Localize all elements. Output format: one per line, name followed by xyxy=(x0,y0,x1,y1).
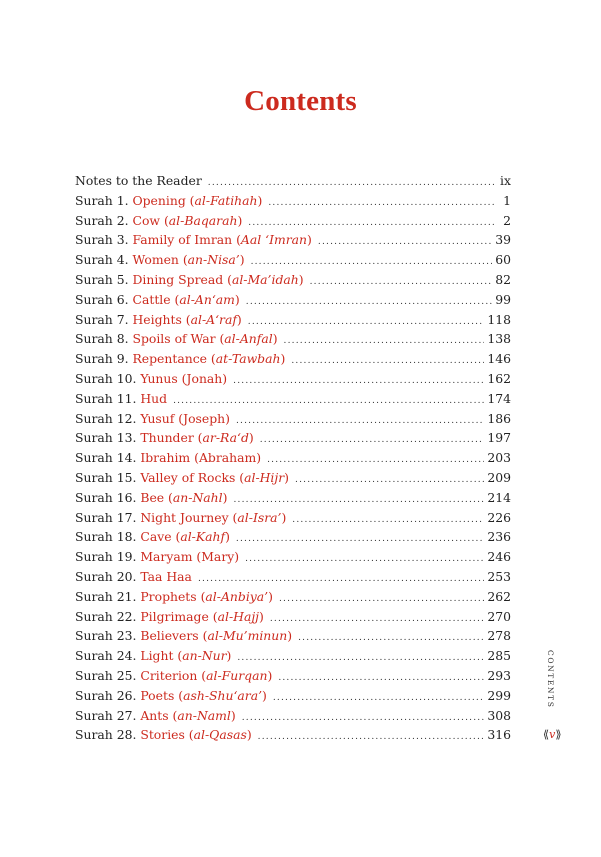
toc-entry[interactable] xyxy=(75,527,511,547)
toc-entry[interactable] xyxy=(75,290,511,310)
toc-entry-page-number: 186 xyxy=(487,410,511,426)
toc-entry-name: Heights ( xyxy=(132,311,191,327)
toc-entry-prefix: Surah 21. xyxy=(75,588,141,604)
toc-entry-name: Poets ( xyxy=(140,687,184,703)
toc-entry-close-paren: ) xyxy=(259,608,264,624)
toc-entry-page-number: 203 xyxy=(487,450,511,466)
toc-entry-close-paren: ) xyxy=(307,232,312,248)
toc-entry-prefix: Surah 13. xyxy=(75,430,141,446)
toc-entry-transliteration: Aal ‘Imran xyxy=(240,232,308,248)
toc-entry-transliteration: at-Tawbah xyxy=(215,351,281,367)
toc-entry[interactable] xyxy=(75,211,511,231)
toc-entry-prefix: Surah 2. xyxy=(75,212,133,228)
toc-entry-transliteration: al-Fatihah xyxy=(194,192,258,208)
toc-entry-close-paren: ) xyxy=(284,469,290,485)
toc-entry-close-paren: ) xyxy=(222,489,228,505)
toc-entry-transliteration: ash-Shu‘ara’ xyxy=(183,687,263,703)
toc-entry-name: Pilgrimage ( xyxy=(140,608,218,624)
toc-entry-prefix: Surah 27. xyxy=(75,707,141,723)
toc-entry[interactable] xyxy=(75,428,511,448)
toc-entry[interactable] xyxy=(75,607,511,627)
dot-leader xyxy=(298,629,484,649)
dot-leader xyxy=(295,471,484,491)
toc-entry-page-number: 209 xyxy=(487,469,511,485)
toc-entry-label xyxy=(75,567,192,587)
toc-entry-close-paren: ) xyxy=(280,351,286,367)
dot-leader xyxy=(292,511,484,531)
toc-entry-transliteration: al-Mu’minun xyxy=(207,628,288,644)
toc-entry-prefix: Surah 17. xyxy=(75,509,141,525)
toc-entry-page-number: 39 xyxy=(495,232,511,248)
toc-entry-prefix: Surah 20. xyxy=(75,568,141,584)
dot-leader xyxy=(267,451,484,471)
toc-entry-label xyxy=(75,409,230,429)
toc-entry-close-paren: ) xyxy=(272,331,278,347)
toc-entry-label xyxy=(75,369,227,389)
toc-entry[interactable] xyxy=(75,508,511,528)
toc-entry-prefix: Surah 4. xyxy=(75,252,133,268)
toc-entry[interactable] xyxy=(75,567,511,587)
toc-entry-transliteration: an-Nisa’ xyxy=(187,252,240,268)
toc-entry[interactable] xyxy=(75,666,511,686)
toc-entry-close-paren: ) xyxy=(267,667,273,683)
toc-entry-prefix: Surah 8. xyxy=(75,331,133,347)
toc-entry-label xyxy=(75,448,261,468)
toc-entry-page-number: 236 xyxy=(487,529,511,545)
toc-entry-page-number: 226 xyxy=(487,509,511,525)
toc-entry[interactable] xyxy=(75,587,511,607)
toc-entry-transliteration: al-An‘am xyxy=(179,291,235,307)
dot-leader xyxy=(318,233,492,253)
toc-entry-name: Taa Haa xyxy=(140,568,192,584)
toc-entry[interactable] xyxy=(75,369,511,389)
toc-entry-transliteration: al-Anbiya’ xyxy=(205,588,269,604)
toc-entry-label xyxy=(75,191,262,211)
toc-entry-prefix: Surah 16. xyxy=(75,489,141,505)
dot-leader xyxy=(260,431,485,451)
toc-entry-transliteration: al-Hijr xyxy=(244,469,285,485)
toc-entry-prefix: Surah 12. xyxy=(75,410,141,426)
toc-entry-prefix: Surah 3. xyxy=(75,232,133,248)
toc-entry-label xyxy=(75,329,278,349)
toc-entry[interactable] xyxy=(75,686,511,706)
toc-entry-page-number: 99 xyxy=(495,291,511,307)
toc-entry-label xyxy=(75,270,304,290)
toc-entry-label xyxy=(75,211,242,231)
toc-entry-page-number: 253 xyxy=(487,568,511,584)
toc-entry[interactable] xyxy=(75,230,511,250)
toc-entry-name: Maryam (Mary) xyxy=(140,549,240,565)
dot-leader xyxy=(245,550,484,570)
toc-entry-name: Family of Imran ( xyxy=(132,232,241,248)
table-of-contents xyxy=(75,171,511,745)
toc-entry-close-paren: ) xyxy=(298,271,304,287)
dot-leader xyxy=(236,530,484,550)
toc-entry-prefix: Surah 10. xyxy=(75,370,141,386)
toc-entry-transliteration: al-A‘raf xyxy=(190,311,237,327)
toc-entry-name: Night Journey ( xyxy=(140,509,238,525)
toc-entry-page-number: 214 xyxy=(487,489,511,505)
running-head: CONTENTS xyxy=(546,650,555,709)
toc-entry-page-number: 262 xyxy=(487,588,511,604)
toc-entry-close-paren: ) xyxy=(262,687,267,703)
dot-leader xyxy=(237,649,484,669)
toc-entry-name: Believers ( xyxy=(140,628,208,644)
toc-entry-transliteration: al-Isra’ xyxy=(237,509,282,525)
toc-entry-prefix: Surah 6. xyxy=(75,291,133,307)
toc-entry-page-number: 197 xyxy=(487,430,511,446)
toc-entry-name: Stories ( xyxy=(140,727,194,743)
toc-entry-transliteration: al-Ma’idah xyxy=(231,271,299,287)
toc-entry-prefix: Notes to the Reader xyxy=(75,173,202,188)
toc-entry[interactable] xyxy=(75,191,511,211)
toc-entry-close-paren: ) xyxy=(226,648,232,664)
toc-entry-label xyxy=(75,527,230,547)
toc-entry-prefix: Surah 24. xyxy=(75,648,141,664)
toc-entry-page-number: 293 xyxy=(487,667,511,683)
dot-leader xyxy=(268,194,496,214)
toc-entry-close-paren: ) xyxy=(236,311,242,327)
toc-entry[interactable] xyxy=(75,171,511,191)
toc-entry-label xyxy=(75,349,285,369)
toc-entry-page-number: 174 xyxy=(487,390,511,406)
toc-entry-close-paren: ) xyxy=(239,252,245,268)
toc-entry-close-paren: ) xyxy=(281,509,287,525)
toc-entry-name: Cave ( xyxy=(140,529,181,545)
toc-entry-page-number: 270 xyxy=(487,608,511,624)
toc-entry-page-number: 308 xyxy=(487,707,511,723)
page-title: Contents xyxy=(244,85,357,118)
toc-entry-page-number: 162 xyxy=(487,370,511,386)
toc-entry[interactable] xyxy=(75,488,511,508)
toc-entry[interactable] xyxy=(75,270,511,290)
toc-entry[interactable] xyxy=(75,706,511,726)
toc-entry[interactable] xyxy=(75,389,511,409)
toc-entry-label xyxy=(75,587,273,607)
toc-entry-page-number: 60 xyxy=(495,252,511,268)
toc-entry-prefix: Surah 15. xyxy=(75,469,141,485)
page-number xyxy=(543,728,561,741)
toc-entry-close-paren: ) xyxy=(234,291,240,307)
toc-entry-prefix: Surah 1. xyxy=(75,192,133,208)
toc-entry-label xyxy=(75,488,227,508)
toc-entry[interactable] xyxy=(75,310,511,330)
toc-entry-name: Dining Spread ( xyxy=(132,271,232,287)
dot-leader xyxy=(258,728,485,748)
dot-leader xyxy=(278,669,484,689)
toc-entry-label xyxy=(75,686,267,706)
toc-entry-name: Spoils of War ( xyxy=(132,331,225,347)
dot-leader xyxy=(291,352,484,372)
toc-entry-prefix: Surah 5. xyxy=(75,271,133,287)
toc-entry-page-number: 2 xyxy=(503,212,511,228)
toc-entry-close-paren: ) xyxy=(268,588,273,604)
toc-entry-name: Hud xyxy=(140,390,168,406)
toc-entry-label xyxy=(75,646,231,666)
toc-entry-name: Yunus (Jonah) xyxy=(140,370,228,386)
toc-entry-label xyxy=(75,468,289,488)
toc-entry-transliteration: al-Baqarah xyxy=(168,212,238,228)
toc-entry-prefix: Surah 28. xyxy=(75,727,141,743)
dot-leader xyxy=(248,313,485,333)
toc-entry-name: Women ( xyxy=(132,252,188,268)
toc-entry-page-number: 316 xyxy=(487,727,511,743)
toc-entry-page-number: 1 xyxy=(503,192,511,208)
toc-entry[interactable] xyxy=(75,725,511,745)
folio-open: ⟪ xyxy=(543,728,550,741)
toc-entry-label xyxy=(75,230,312,250)
toc-entry-label xyxy=(75,428,254,448)
dot-leader xyxy=(246,293,492,313)
toc-entry-label xyxy=(75,389,167,409)
toc-entry-label xyxy=(75,626,292,646)
toc-entry-page-number: 82 xyxy=(495,271,511,287)
toc-entry-name: Yusuf (Joseph) xyxy=(140,410,230,426)
toc-entry-name: Ants ( xyxy=(140,707,178,723)
toc-entry-prefix: Surah 19. xyxy=(75,549,141,565)
toc-entry-prefix: Surah 22. xyxy=(75,608,141,624)
toc-entry-name: Opening ( xyxy=(132,192,195,208)
toc-entry-transliteration: al-Furqan xyxy=(206,667,268,683)
toc-entry[interactable] xyxy=(75,329,511,349)
toc-entry[interactable] xyxy=(75,646,511,666)
toc-entry-transliteration: an-Naml xyxy=(177,707,231,723)
toc-entry-transliteration: an-Nahl xyxy=(172,489,223,505)
toc-entry-label xyxy=(75,250,245,270)
toc-entry-page-number: 285 xyxy=(487,648,511,664)
toc-entry-prefix: Surah 18. xyxy=(75,529,141,545)
dot-leader xyxy=(273,689,484,709)
folio-close: ⟫ xyxy=(555,728,562,741)
toc-entry-close-paren: ) xyxy=(248,430,254,446)
toc-entry-transliteration: al-Hajj xyxy=(217,608,260,624)
toc-entry-prefix: Surah 26. xyxy=(75,687,141,703)
toc-entry-name: Bee ( xyxy=(140,489,173,505)
toc-entry-page-number: 299 xyxy=(487,687,511,703)
toc-entry-close-paren: ) xyxy=(246,727,252,743)
dot-leader xyxy=(233,372,484,392)
toc-entry-page-number: 278 xyxy=(487,628,511,644)
toc-entry-prefix: Surah 14. xyxy=(75,450,141,466)
toc-entry-close-paren: ) xyxy=(225,529,230,545)
toc-entry-transliteration: al-Qasas xyxy=(193,727,247,743)
toc-entry-name: Thunder ( xyxy=(140,430,203,446)
toc-entry-close-paren: ) xyxy=(237,212,243,228)
toc-entry[interactable] xyxy=(75,547,511,567)
toc-entry-page-number: 146 xyxy=(487,351,511,367)
toc-entry-transliteration: an-Nur xyxy=(182,648,227,664)
toc-entry-label xyxy=(75,290,240,310)
toc-entry-prefix: Surah 9. xyxy=(75,351,133,367)
dot-leader xyxy=(270,610,484,630)
toc-entry-name: Cow ( xyxy=(132,212,169,228)
toc-entry-prefix: Surah 7. xyxy=(75,311,133,327)
toc-entry-label xyxy=(75,310,242,330)
toc-entry-label xyxy=(75,725,252,745)
toc-entry-label xyxy=(75,666,272,686)
toc-entry-page-number: ix xyxy=(500,173,511,188)
toc-entry-name: Repentance ( xyxy=(132,351,216,367)
toc-entry[interactable] xyxy=(75,250,511,270)
folio-number: v xyxy=(549,728,556,741)
toc-entry-close-paren: ) xyxy=(230,707,236,723)
toc-entry-page-number: 246 xyxy=(487,549,511,565)
toc-entry-name: Prophets ( xyxy=(140,588,206,604)
toc-entry-close-paren: ) xyxy=(287,628,293,644)
dot-leader xyxy=(242,709,485,729)
toc-entry-transliteration: al-Anfal xyxy=(224,331,273,347)
toc-entry-name: Cattle ( xyxy=(132,291,180,307)
toc-entry-prefix: Surah 25. xyxy=(75,667,141,683)
dot-leader xyxy=(279,590,484,610)
toc-entry-transliteration: ar-Ra‘d xyxy=(202,430,249,446)
toc-entry-name: Valley of Rocks ( xyxy=(140,469,245,485)
toc-entry-label xyxy=(75,171,202,191)
toc-entry-page-number: 118 xyxy=(487,311,511,327)
toc-entry-label xyxy=(75,706,236,726)
toc-entry[interactable] xyxy=(75,349,511,369)
toc-entry-transliteration: al-Kahf xyxy=(180,529,226,545)
dot-leader xyxy=(236,412,484,432)
toc-entry[interactable] xyxy=(75,448,511,468)
toc-entry-label xyxy=(75,508,286,528)
dot-leader xyxy=(284,332,485,352)
toc-entry-prefix: Surah 11. xyxy=(75,390,141,406)
toc-entry-label xyxy=(75,547,239,567)
toc-entry-prefix: Surah 23. xyxy=(75,628,141,644)
toc-entry-name: Light ( xyxy=(140,648,183,664)
toc-entry-name: Criterion ( xyxy=(140,667,207,683)
dot-leader xyxy=(310,273,493,293)
toc-entry-label xyxy=(75,607,264,627)
toc-entry[interactable] xyxy=(75,409,511,429)
toc-entry-page-number: 138 xyxy=(487,331,511,347)
toc-entry-name: Ibrahim (Abraham) xyxy=(140,450,262,466)
toc-entry-close-paren: ) xyxy=(257,192,263,208)
